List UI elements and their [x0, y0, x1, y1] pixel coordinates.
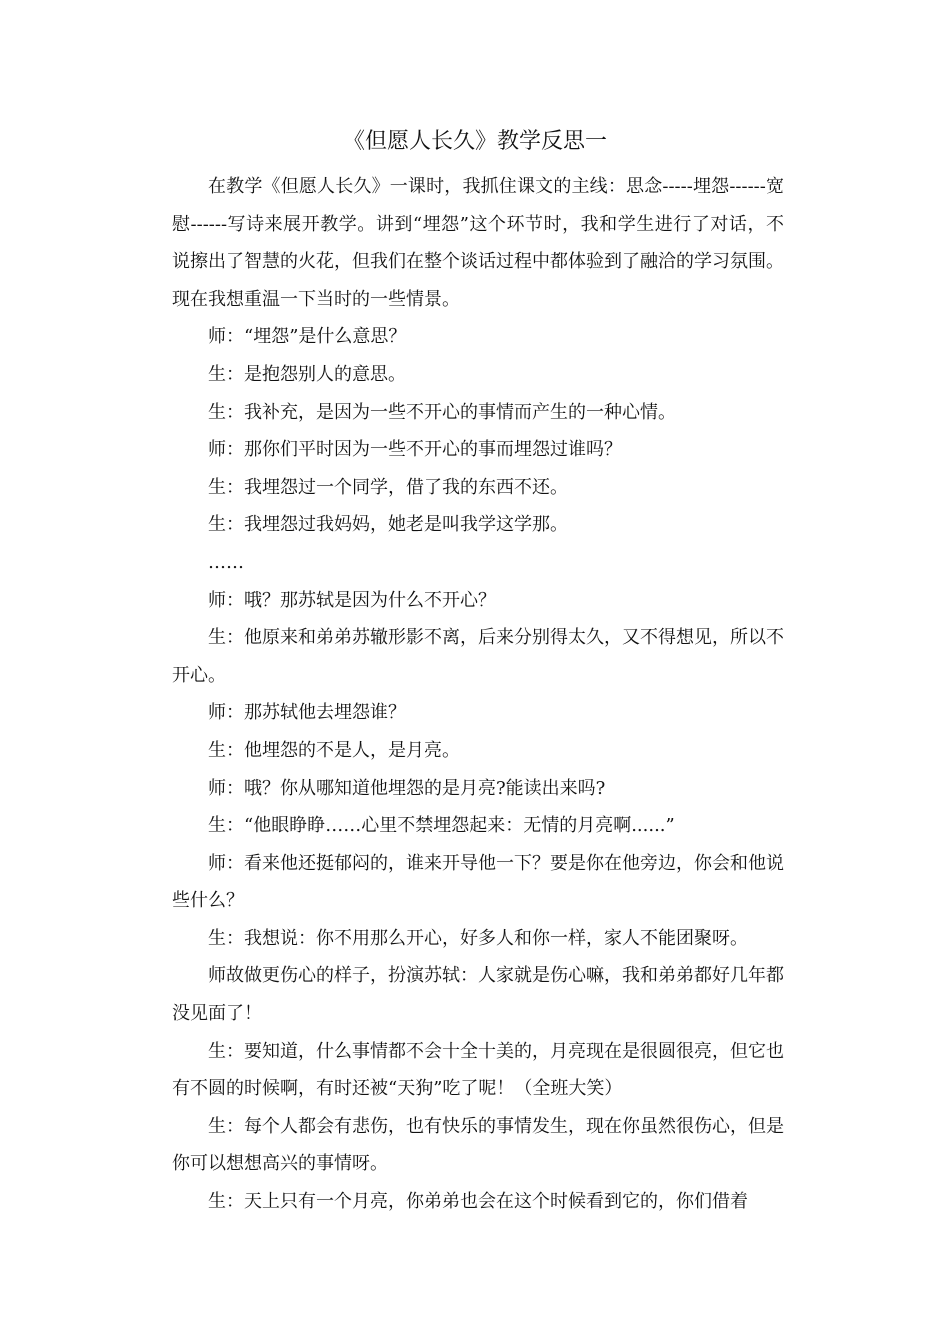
- paragraph: 师：那你们平时因为一些不开心的事而埋怨过谁吗？: [208, 439, 622, 461]
- paragraph: 生：我补充，是因为一些不开心的事情而产生的一种心情。: [208, 401, 676, 423]
- paragraph: 生：天上只有一个月亮，你弟弟也会在这个时候看到它的，你们借着: [208, 1191, 748, 1213]
- paragraph: 师故做更伤心的样子，扮演苏轼：人家就是伤心嘛，我和弟弟都好几年都没见面了！: [172, 965, 784, 1025]
- paragraph: 生：是抱怨别人的意思。: [208, 363, 406, 385]
- document-title: 《但愿人长久》教学反思一: [342, 129, 607, 154]
- paragraph: 师：那苏轼他去埋怨谁？: [208, 702, 406, 724]
- paragraph: 师：哦？你从哪知道他埋怨的是月亮?能读出来吗?: [208, 777, 606, 799]
- paragraph: 生：要知道，什么事情都不会十全十美的，月亮现在是很圆很亮，但它也有不圆的时候啊，有时还被“天狗”吃了呢！（全班大笑）: [172, 1040, 784, 1100]
- paragraph: 生：我埋怨过一个同学，借了我的东西不还。: [208, 476, 568, 498]
- paragraph: 师：哦？那苏轼是因为什么不开心？: [208, 589, 496, 611]
- paragraph: 在教学《但愿人长久》一课时，我抓住课文的主线：思念-----埋怨------宽慰------写诗来展开教学。讲到“埋怨”这个环节时，我和学生进行了对话，不说擦出了智慧的火花，但我们在整个谈话过程中都体验到了融洽的学习氛围。现在我想重温一下当时的一些情景。: [172, 176, 784, 310]
- document-body: [172, 168, 784, 1221]
- paragraph: 师：“埋怨”是什么意思？: [208, 326, 407, 348]
- paragraph: 生：我想说：你不用那么开心，好多人和你一样，家人不能团聚呀。: [208, 927, 748, 949]
- paragraph: 生：“他眼睁睁……心里不禁埋怨起来：无情的月亮啊......”: [208, 815, 675, 837]
- paragraph: 生：每个人都会有悲伤，也有快乐的事情发生，现在你虽然很伤心，但是你可以想想高兴的事情呀。: [172, 1115, 784, 1175]
- paragraph: ……: [208, 551, 244, 573]
- paragraph: 师：看来他还挺郁闷的，谁来开导他一下？要是你在他旁边，你会和他说些什么？: [172, 852, 784, 912]
- paragraph: 生：我埋怨过我妈妈，她老是叫我学这学那。: [208, 514, 568, 536]
- paragraph: 生：他埋怨的不是人，是月亮。: [208, 739, 460, 761]
- paragraph: 生：他原来和弟弟苏辙形影不离，后来分别得太久，又不得想见，所以不开心。: [172, 627, 784, 686]
